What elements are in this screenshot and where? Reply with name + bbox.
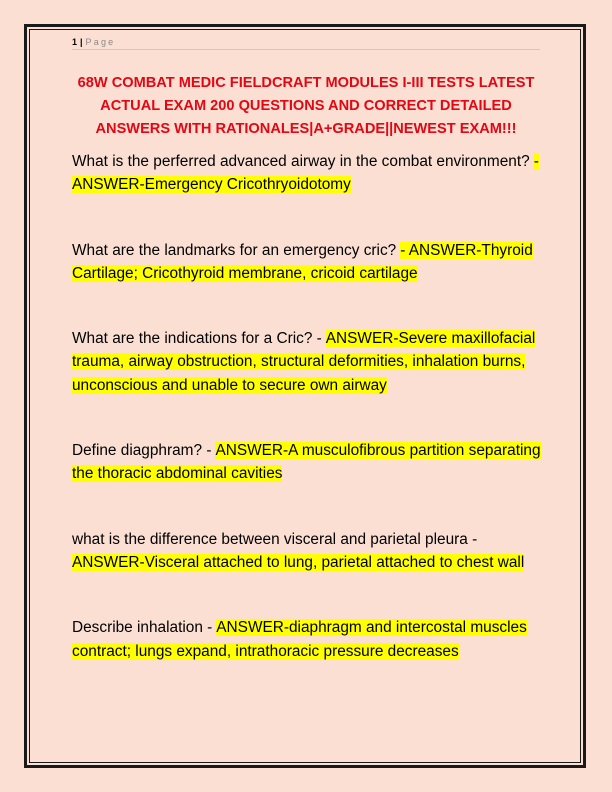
qa-list: [72, 150, 542, 663]
page-number: 1: [72, 37, 78, 47]
question-text: Describe inhalation -: [72, 619, 213, 637]
question-text: Define diagphram? -: [72, 442, 212, 460]
page-header: [72, 36, 540, 50]
document-title: 68W COMBAT MEDIC FIELDCRAFT MODULES I-III TESTS LATEST ACTUAL EXAM 200 QUESTIONS AND CORRECT DETAILED ANSWERS WITH RATIONALES|A+GRADE||NEWEST EXAM!!!: [77, 75, 535, 137]
qa-item: [72, 239, 542, 286]
answer-text: ANSWER-Severe maxillofacial trauma, airway obstruction, structural deformities, inhalation burns, unconscious and unable to secure own airway: [72, 330, 536, 394]
answer-text: - ANSWER-Emergency Cricothryoidotomy: [72, 153, 539, 194]
answer-text: ANSWER-Visceral attached to lung, parietal attached to chest wall: [72, 553, 525, 571]
page-separator: |: [80, 37, 83, 47]
answer-text: - ANSWER-Thyroid Cartilage; Cricothyroid membrane, cricoid cartilage: [72, 241, 533, 282]
page-label: Page: [85, 37, 116, 47]
question-text: What is the perferred advanced airway in the combat environment?: [72, 153, 530, 170]
qa-item: [72, 150, 542, 197]
question-text: what is the difference between visceral and parietal pleura -: [72, 530, 478, 548]
question-text: What are the landmarks for an emergency cric?: [72, 241, 397, 259]
qa-item: [72, 439, 542, 486]
question-text: What are the indications for a Cric? -: [72, 330, 322, 348]
qa-item: [72, 616, 542, 663]
answer-text: ANSWER-diaphragm and intercostal muscles contract; lungs expand, intrathoracic pressure decreases: [72, 619, 527, 660]
qa-item: [72, 528, 542, 575]
answer-text: ANSWER-A musculofibrous partition separating the thoracic abdominal cavities: [72, 442, 541, 483]
qa-item: [72, 327, 542, 397]
